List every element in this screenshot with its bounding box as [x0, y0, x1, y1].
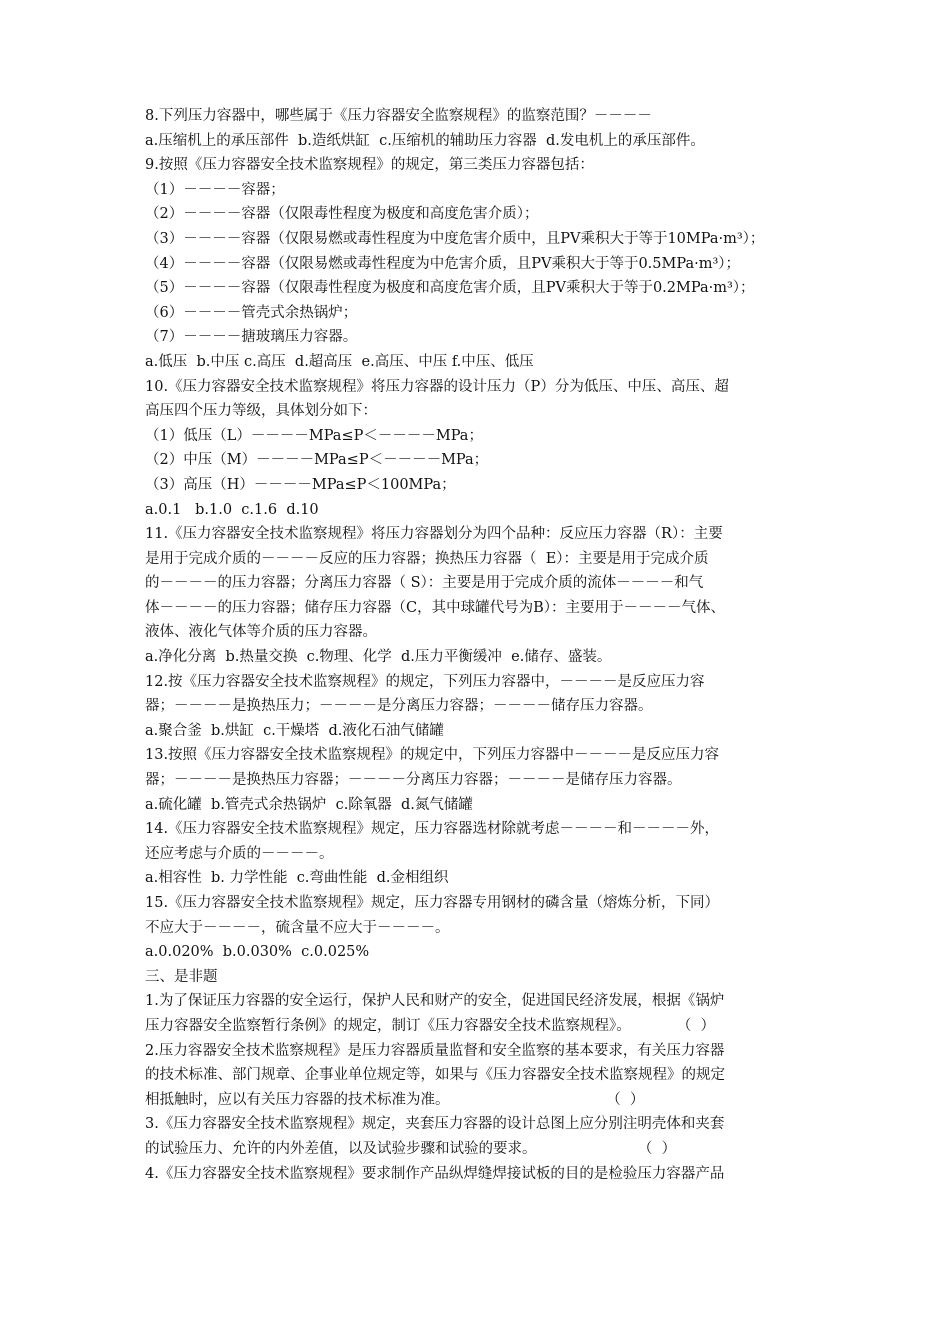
text-line: 4.《压力容器安全技术监察规程》要求制作产品纵焊缝焊接试板的目的是检验压力容器产品	[145, 1165, 725, 1182]
text-line: 2.压力容器安全技术监察规程》是压力容器质量监督和安全监察的基本要求，有关压力容器	[145, 1042, 725, 1059]
text-line: 高压四个压力等级，具体划分如下：	[145, 403, 377, 420]
text-line: 是用于完成介质的－－－－反应的压力容器；换热压力容器（ E）：主要是用于完成介质	[145, 550, 709, 567]
text-line: （7）－－－－搪玻璃压力容器。	[145, 329, 358, 346]
text-line: （5）－－－－容器（仅限毒性程度为极度和高度危害介质，且PV乘积大于等于0.2MPa·m³）；	[145, 280, 755, 297]
text-line: 的－－－－的压力容器；分离压力容器（ S）：主要是用于完成介质的流体－－－－和气	[145, 575, 704, 592]
text-line: 10.《压力容器安全技术监察规程》将压力容器的设计压力（P）分为低压、中压、高压、超	[145, 378, 729, 395]
text-line: （2）中压（M）－－－－MPa≤P＜－－－－MPa；	[145, 452, 489, 469]
text-line: a.净化分离 b.热量交换 c.物理、化学 d.压力平衡缓冲 e.储存、盛装。	[145, 649, 612, 666]
text-line: a.低压 b.中压 c.高压 d.超高压 e.高压、中压 f.中压、低压	[145, 353, 534, 370]
text-line: （2）－－－－容器（仅限毒性程度为极度和高度危害介质）；	[145, 206, 539, 223]
text-line: 的技术标准、部门规章、企事业单位规定等，如果与《压力容器安全技术监察规程》的规定	[145, 1067, 725, 1084]
text-line: （1）低压（L）－－－－MPa≤P＜－－－－MPa；	[145, 427, 483, 444]
text-line: a.0.1 b.1.0 c.1.6 d.10	[145, 501, 319, 518]
text-line: （3）高压（H）－－－－MPa≤P＜100MPa；	[145, 476, 456, 493]
text-line: a.压缩机上的承压部件 b.造纸烘缸 c.压缩机的辅助压力容器 d.发电机上的承压部件。	[145, 132, 705, 149]
text-line: （1）－－－－容器；	[145, 181, 285, 198]
text-line: 8.下列压力容器中，哪些属于《压力容器安全监察规程》的监察范围？－－－－	[145, 108, 652, 124]
text-line: （4）－－－－容器（仅限易燃或毒性程度为中危害介质，且PV乘积大于等于0.5MPa·m³）；	[145, 255, 741, 272]
text-line: 还应考虑与介质的－－－－。	[145, 845, 334, 862]
text-line: 的试验压力、允许的内外差值，以及试验步骤和试验的要求。 （ ）	[145, 1140, 677, 1157]
text-line: 13.按照《压力容器安全技术监察规程》的规定中，下列压力容器中－－－－是反应压力容	[145, 747, 720, 764]
section-heading: 三、是非题	[145, 968, 218, 985]
text-line: （6）－－－－管壳式余热锅炉；	[145, 304, 358, 321]
text-line: a.硫化罐 b.管壳式余热锅炉 c.除氧器 d.氮气储罐	[145, 796, 473, 813]
text-line: 器；－－－－是换热压力容器；－－－－分离压力容器；－－－－是储存压力容器。	[145, 772, 682, 789]
text-line: 11.《压力容器安全技术监察规程》将压力容器划分为四个品种：反应压力容器（R）：主要	[145, 526, 723, 543]
text-line: 12.按《压力容器安全技术监察规程》的规定，下列压力容器中，－－－－是反应压力容	[145, 673, 705, 690]
text-line: （3）－－－－容器（仅限易燃或毒性程度为中度危害介质中，且PV乘积大于等于10MPa·m³）；	[145, 230, 765, 247]
text-line: 9.按照《压力容器安全技术监察规程》的规定，第三类压力容器包括：	[145, 157, 594, 174]
text-line: 1.为了保证压力容器的安全运行，保护人民和财产的安全，促进国民经济发展，根据《锅炉	[145, 993, 725, 1010]
text-line: a.相容性 b. 力学性能 c.弯曲性能 d.金相组织	[145, 870, 449, 887]
text-line: 液体、液化气体等介质的压力容器。	[145, 624, 377, 641]
text-line: 3.《压力容器安全技术监察规程》规定，夹套压力容器的设计总图上应分别注明壳体和夹套	[145, 1116, 725, 1133]
text-line: 不应大于－－－－，硫含量不应大于－－－－。	[145, 919, 450, 936]
text-line: a.聚合釜 b.烘缸 c.干燥塔 d.液化石油气储罐	[145, 722, 444, 739]
text-line: 体－－－－的压力容器；储存压力容器（C，其中球罐代号为B）：主要用于－－－－气体、	[145, 599, 725, 616]
text-line: a.0.020% b.0.030% c.0.025%	[145, 944, 370, 961]
text-line: 相抵触时，应以有关压力容器的技术标准为准。 （ ）	[145, 1091, 645, 1108]
text-line: 压力容器安全监察暂行条例》的规定，制订《压力容器安全技术监察规程》。 （ ）	[145, 1017, 716, 1034]
text-line: 14.《压力容器安全技术监察规程》规定，压力容器选材除就考虑－－－－和－－－－外，	[145, 821, 720, 838]
text-line: 器；－－－－是换热压力；－－－－是分离压力容器；－－－－储存压力容器。	[145, 698, 653, 715]
text-line: 15.《压力容器安全技术监察规程》规定，压力容器专用钢材的磷含量（熔炼分析，下同）	[145, 895, 720, 911]
